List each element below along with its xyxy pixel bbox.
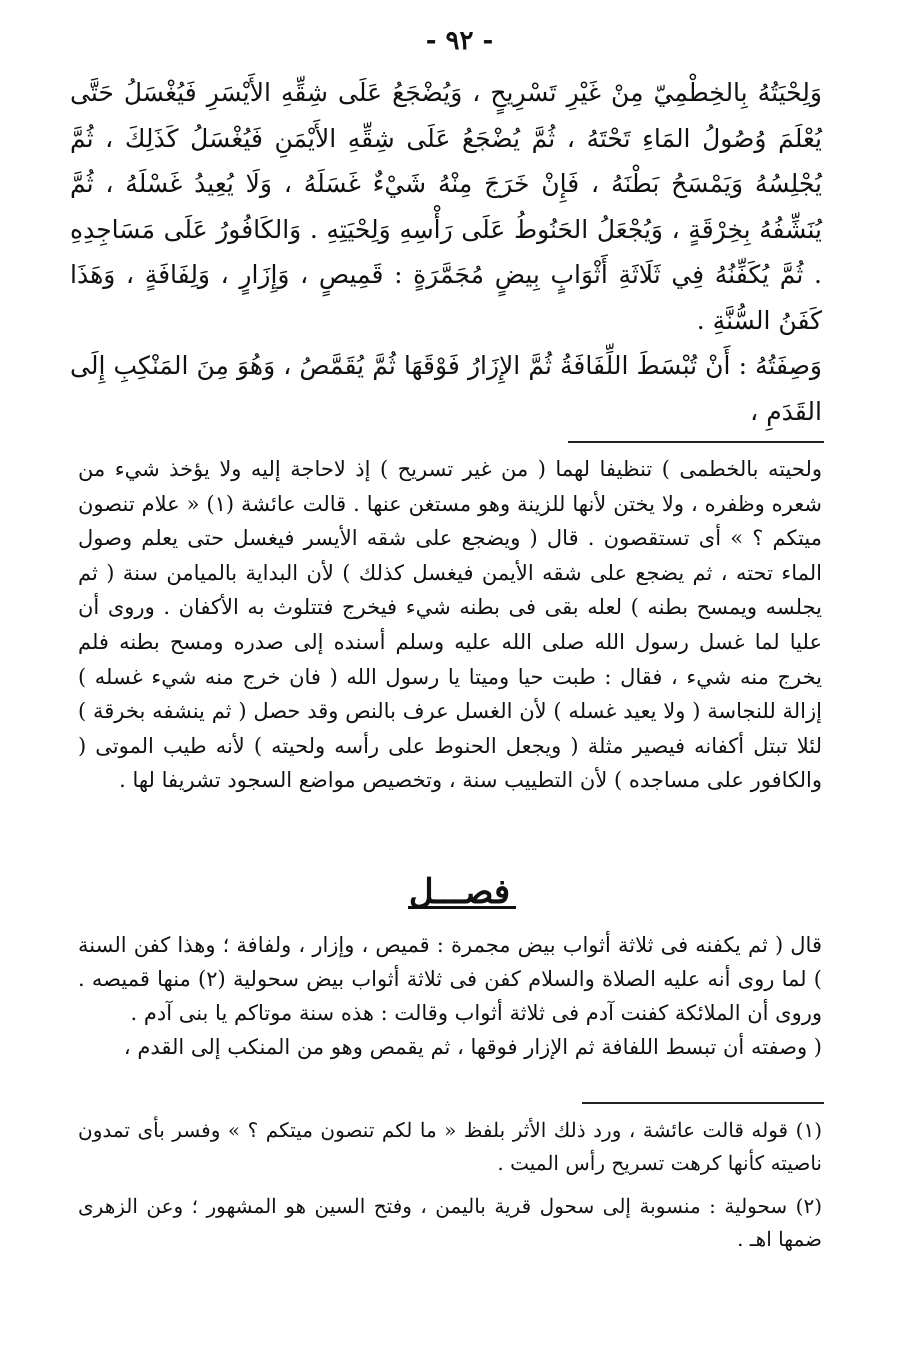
footnote: (١) قوله قالت عائشة ، ورد ذلك الأثر بلفظ « ما لكم تنصون ميتكم ؟ » وفسر بأى تمدون ناصيته كأنها كرهت تسريح رأس الميت . xyxy=(78,1118,822,1175)
main-text-divider xyxy=(568,441,824,443)
section-heading-underline xyxy=(408,906,516,909)
section-text xyxy=(78,928,822,1064)
footnote-divider xyxy=(582,1102,824,1104)
section-heading: فصـــل xyxy=(408,872,511,912)
section-paragraph: قال ( ثم يكفنه فى ثلاثة أثواب بيض مجمرة : قميص ، وإزار ، ولفافة ؛ وهذا كفن السنة ) لما روى أنه عليه الصلاة والسلام كفن فى ثلاثة أثواب بيض سحولية (٢) منها قميصه . وروى أن الملائكة كفنت آدم فى ثلاثة أثواب وقالت : هذه سنة موتاكم يا بنى آدم . xyxy=(78,933,822,1025)
page-number: - ٩٢ - xyxy=(425,26,494,56)
footnotes xyxy=(78,1114,822,1266)
footnote: (٢) سحولية : منسوبة إلى سحول قرية باليمن ، وفتح السين هو المشهور ؛ وعن الزهرى ضمها اهـ . xyxy=(78,1194,822,1251)
commentary-paragraph: ولحيته بالخطمى ) تنظيفا لهما ( من غير تسريح ) إذ لاحاجة إليه ولا يؤخذ شيء من شعره وظفره ، ولا يختن لأنها للزينة وهو مستغن عنها . قالت عائشة (١) « علام تنصون ميتكم ؟ » أى تستقصون . قال ( ويضجع على شقه الأيسر فيغسل حتى يعلم وصول الماء تحته ، ثم يضجع على شقه الأيمن فيغسل كذلك ) لأن البداية بالميامن سنة ( ثم يجلسه ويمسح بطنه ) لعله بقى فى بطنه شيء فيخرج فتتلوث به الأكفان . وروى أن عليا لما غسل رسول الله صلى الله عليه وسلم أسنده إلى صدره ومسح بطنه فلم يخرج منه شيء ، فقال : طبت حيا وميتا يا رسول الله ( فان خرج منه شيء غسله ) إزالة للنجاسة ( ولا يعيد غسله ) لأن الغسل عرف بالنص وقد حصل ( ثم ينشفه بخرقة ) لئلا تبتل أكفانه فيصير مثلة ( ويجعل الحنوط على رأسه ولحيته ) لأنه طيب الموتى ( والكافور على مساجده ) لأن التطييب سنة ، وتخصيص مواضع السجود تشريفا لها . xyxy=(78,457,823,793)
main-text xyxy=(70,70,822,434)
commentary xyxy=(78,452,822,798)
main-text-paragraph: وَصِفَتُهُ : أَنْ تُبْسَطَ اللِّفَافَةُ ثُمَّ الإِزَارُ فَوْقَهَا ثُمَّ يُقَمَّصُ ، وَهُوَ مِنَ المَنْكِبِ إِلَى القَدَمِ ، xyxy=(70,351,822,426)
main-text-paragraph: وَلِحْيَتُهُ بِالخِطْمِيّ مِنْ غَيْرِ تَسْرِيحٍ ، وَيُضْجَعُ عَلَى شِقِّهِ الأَيْسَرِ فَيُغْسَلُ حَتَّى يُعْلَمَ وُصُولُ المَاءِ تَحْتَهُ ، ثُمَّ يُضْجَعُ عَلَى شِقِّهِ الأَيْمَنِ فَيُغْسَلُ كَذَلِكَ ، ثُمَّ يُجْلِسُهُ وَيَمْسَحُ بَطْنَهُ ، فَإِنْ خَرَجَ مِنْهُ شَيْءٌ غَسَلَهُ ، وَلَا يُعِيدُ غَسْلَهُ ، ثُمَّ يُنَشِّفُهُ بِخِرْقَةٍ ، وَيُجْعَلُ الحَنُوطُ عَلَى رَأْسِهِ وَلِحْيَتِهِ . وَالكَافُورُ عَلَى مَسَاجِدِهِ . ثُمَّ يُكَفِّنُهُ فِي ثَلَاثَةِ أَثْوَابٍ بِيضٍ مُجَمَّرَةٍ : قَمِيصٍ ، وَإِزَارٍ ، وَلِفَافَةٍ ، وَهَذَا كَفَنُ السُّنَّةِ . xyxy=(70,78,822,335)
section-paragraph: ( وصفته أن تبسط اللفافة ثم الإزار فوقها ، ثم يقمص وهو من المنكب إلى القدم ، xyxy=(123,1035,822,1059)
